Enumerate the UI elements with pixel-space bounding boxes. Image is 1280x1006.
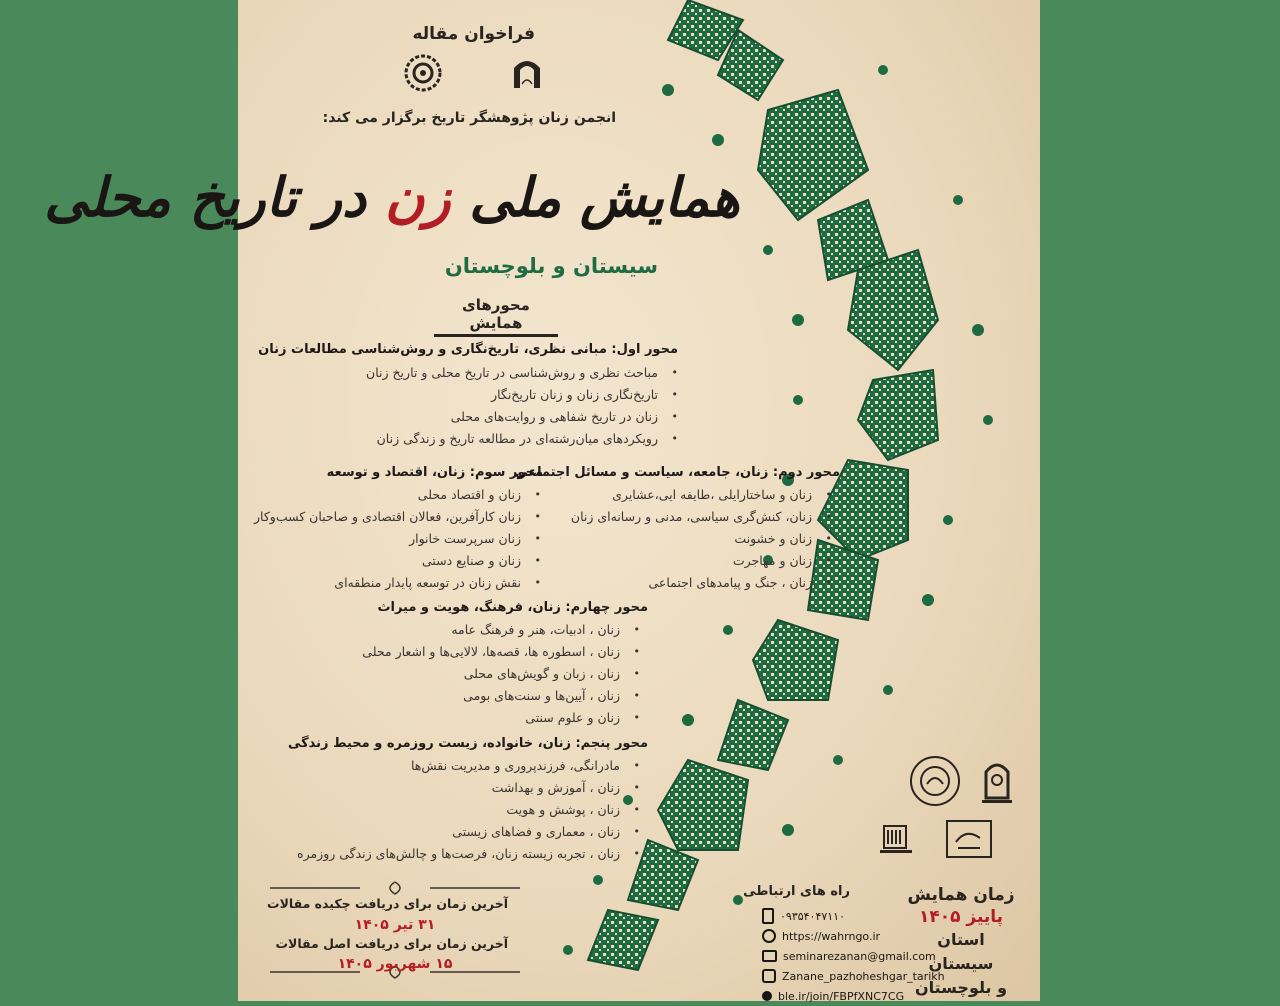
list-item: • مباحث نظری و روش‌شناسی در تاریخ محلی و تاریخ زنان: [258, 362, 680, 384]
list-item: • نقش زنان در توسعه پایدار منطقه‌ای: [254, 572, 543, 594]
contact-title: راه های ارتباطی: [743, 884, 850, 899]
globe-icon: [762, 929, 776, 943]
list-item: • زنان ، معماری و فضاهای زیستی: [288, 821, 642, 843]
organizer-line: انجمن زنان پژوهشگر تاریخ برگزار می کند:: [322, 110, 616, 126]
list-item: • زنان کارآفرین، فعالان اقتصادی و صاحبان کسب‌وکار: [254, 506, 543, 528]
list-item: • زنان در تاریخ شفاهی و روایت‌های محلی: [258, 406, 680, 428]
main-title-part2: در تاریخ محلی: [44, 165, 385, 229]
association-logo: [510, 54, 544, 90]
axis4-title: محور چهارم: زنان، فرهنگ، هویت و میراث: [377, 600, 648, 615]
poster: [44, 0, 1040, 1003]
subtitle: سیستان و بلوچستان: [444, 254, 658, 278]
contact-email[interactable]: seminarezanan@gmail.com: [783, 949, 936, 963]
list-item: • زنان ، تجربه زیسته زنان، فرصت‌ها و چالش‌های زندگی روزمره: [288, 843, 642, 865]
axis4-block: [362, 600, 648, 729]
instagram-icon: [762, 969, 776, 983]
axes-heading: [434, 296, 558, 337]
rosette-logo: [404, 54, 442, 92]
axis1-block: [258, 342, 678, 450]
axis2-block: [515, 465, 840, 594]
list-item: • زنان سرپرست خانوار: [254, 528, 543, 550]
deadlines-box: [260, 880, 530, 980]
bale-icon: [762, 991, 772, 1001]
main-title: [44, 152, 740, 242]
full-deadline-label: آخرین زمان برای دریافت اصل مقالات: [275, 936, 508, 951]
list-item: • زنان و صنایع دستی: [254, 550, 543, 572]
list-item: • زنان و اقتصاد محلی: [254, 484, 543, 506]
event-place-line2: و بلوچستان: [914, 978, 1008, 997]
list-item: • مادرانگی، فرزندپروری و مدیریت نقش‌ها: [288, 755, 642, 777]
event-info: [906, 884, 1016, 1000]
list-item: • زنان و ساختارایلی ،طایفه ایی،عشایری: [515, 484, 834, 506]
list-item: • زنان ، اسطوره ها، قصه‌ها، لالایی‌ها و اشعار محلی: [362, 641, 642, 663]
contact-website[interactable]: https://wahrngo.ir: [782, 929, 881, 943]
axis2-title: محور دوم: زنان، جامعه، سیاست و مسائل اجتماعی: [515, 465, 840, 480]
abstract-deadline-label: آخرین زمان برای دریافت چکیده مقالات: [267, 896, 508, 911]
list-item: • زنان ، جنگ و پیامدهای اجتماعی: [515, 572, 834, 594]
sponsor-logo-4: [946, 820, 992, 858]
contact-instagram[interactable]: Zanane_pazhoheshgar_tarikh: [782, 969, 945, 983]
list-item: • زنان و علوم سنتی: [362, 707, 642, 729]
list-item: • رویکردهای میان‌رشته‌ای در مطالعه تاریخ و زندگی زنان: [258, 428, 680, 450]
axes-heading-text: محورهای همایش: [462, 296, 530, 332]
main-title-part1: همایش ملی: [450, 165, 740, 229]
abstract-deadline-date: ۳۱ تیر ۱۴۰۵: [354, 917, 436, 933]
sponsor-logo-1: [910, 756, 960, 806]
list-item: • زنان، کنش‌گری سیاسی، مدنی و رسانه‌ای زنان: [515, 506, 834, 528]
sponsor-logo-2: [982, 758, 1012, 806]
list-item: • زنان ، آیین‌ها و سنت‌های بومی: [362, 685, 642, 707]
event-season: پاییز ۱۴۰۵: [918, 907, 1004, 927]
sponsor-logo-3: [878, 822, 914, 856]
list-item: • زنان ، زبان و گویش‌های محلی: [362, 663, 642, 685]
list-item: • زنان و مهاجرت: [515, 550, 834, 572]
phone-icon: [762, 908, 774, 924]
list-item: • زنان ، پوشش و هویت: [288, 799, 642, 821]
contact-bale[interactable]: ble.ir/join/FBPfXNC7CG: [778, 989, 905, 1003]
axis1-title: محور اول: مبانی نظری، تاریخ‌نگاری و روش‌شناسی مطالعات زنان: [258, 342, 678, 357]
axis5-block: [288, 736, 648, 865]
list-item: • زنان ، آموزش و بهداشت: [288, 777, 642, 799]
event-place-line1: استان سیستان: [928, 930, 994, 973]
list-item: • تاریخ‌نگاری زنان و زنان تاریخ‌نگار: [258, 384, 680, 406]
axis5-title: محور پنجم: زنان، خانواده، زیست روزمره و محیط زندگی: [287, 736, 648, 751]
full-deadline-date: ۱۵ شهریور ۱۴۰۵: [337, 956, 453, 972]
call-title: فراخوان مقاله: [412, 24, 535, 44]
axis3-block: [254, 465, 543, 594]
event-label: زمان همایش: [907, 885, 1015, 905]
axis3-title: محور سوم: زنان، اقتصاد و توسعه: [326, 465, 543, 480]
mail-icon: [762, 950, 777, 962]
main-title-highlight: زن: [384, 165, 451, 229]
contact-phone[interactable]: ۰۹۳۵۴۰۴۷۱۱۰: [780, 909, 845, 923]
list-item: • زنان ، ادبیات، هنر و فرهنگ عامه: [362, 619, 642, 641]
list-item: • زنان و خشونت: [515, 528, 834, 550]
